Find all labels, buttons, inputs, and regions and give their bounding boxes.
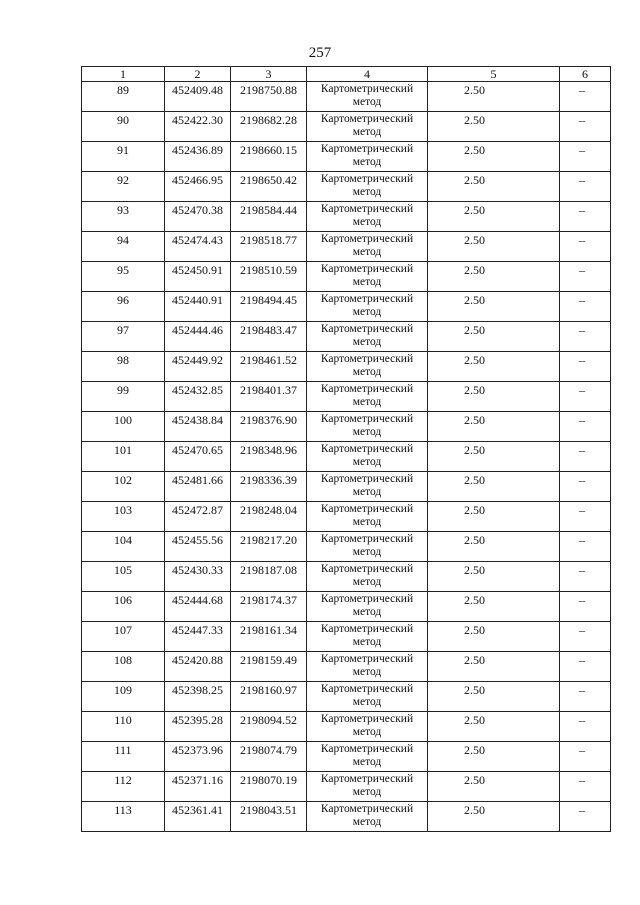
- x-coordinate-cell: 452432.85: [165, 382, 231, 412]
- column-header-3: 3: [231, 67, 307, 82]
- method-cell: [307, 412, 428, 442]
- method-cell: [307, 502, 428, 532]
- method-line-1: Картометрический: [320, 173, 414, 185]
- method-line-1: Картометрический: [320, 653, 414, 665]
- x-coordinate-cell: 452470.38: [165, 202, 231, 232]
- note-cell: –: [560, 172, 611, 202]
- note-cell: –: [560, 82, 611, 112]
- method-cell: [307, 652, 428, 682]
- method-line-2: метод: [352, 456, 382, 468]
- accuracy-cell: 2.50: [428, 712, 560, 742]
- method-line-2: метод: [352, 276, 382, 288]
- accuracy-cell: 2.50: [428, 232, 560, 262]
- accuracy-cell: 2.50: [428, 322, 560, 352]
- method-line-2: метод: [352, 396, 382, 408]
- method-cell: [307, 742, 428, 772]
- y-coordinate-cell: 2198483.47: [231, 322, 307, 352]
- accuracy-cell: 2.50: [428, 472, 560, 502]
- y-coordinate-cell: 2198401.37: [231, 382, 307, 412]
- accuracy-cell: 2.50: [428, 202, 560, 232]
- method-line-1: Картометрический: [320, 353, 414, 365]
- method-cell: [307, 532, 428, 562]
- y-coordinate-cell: 2198074.79: [231, 742, 307, 772]
- coordinates-table: [81, 66, 611, 832]
- table-row: [82, 682, 611, 712]
- y-coordinate-cell: 2198159.49: [231, 652, 307, 682]
- x-coordinate-cell: 452450.91: [165, 262, 231, 292]
- y-coordinate-cell: 2198518.77: [231, 232, 307, 262]
- method-cell: [307, 352, 428, 382]
- table-row: [82, 142, 611, 172]
- method-line-1: Картометрический: [320, 773, 414, 785]
- point-number-cell: 98: [82, 352, 165, 382]
- point-number-cell: 89: [82, 82, 165, 112]
- table-row: [82, 502, 611, 532]
- point-number-cell: 93: [82, 202, 165, 232]
- point-number-cell: 107: [82, 622, 165, 652]
- x-coordinate-cell: 452422.30: [165, 112, 231, 142]
- y-coordinate-cell: 2198682.28: [231, 112, 307, 142]
- method-line-1: Картометрический: [320, 383, 414, 395]
- y-coordinate-cell: 2198376.90: [231, 412, 307, 442]
- point-number-cell: 113: [82, 802, 165, 832]
- method-line-2: метод: [352, 426, 382, 438]
- column-header-1: 1: [82, 67, 165, 82]
- method-cell: [307, 592, 428, 622]
- accuracy-cell: 2.50: [428, 652, 560, 682]
- method-cell: [307, 442, 428, 472]
- accuracy-cell: 2.50: [428, 412, 560, 442]
- method-line-2: метод: [352, 306, 382, 318]
- point-number-cell: 92: [82, 172, 165, 202]
- point-number-cell: 94: [82, 232, 165, 262]
- note-cell: –: [560, 472, 611, 502]
- x-coordinate-cell: 452472.87: [165, 502, 231, 532]
- column-header-2: 2: [165, 67, 231, 82]
- x-coordinate-cell: 452466.95: [165, 172, 231, 202]
- column-header-5: 5: [428, 67, 560, 82]
- note-cell: –: [560, 412, 611, 442]
- note-cell: –: [560, 592, 611, 622]
- y-coordinate-cell: 2198217.20: [231, 532, 307, 562]
- method-line-1: Картометрический: [320, 623, 414, 635]
- point-number-cell: 104: [82, 532, 165, 562]
- table-row: [82, 262, 611, 292]
- method-line-1: Картометрический: [320, 563, 414, 575]
- x-coordinate-cell: 452444.68: [165, 592, 231, 622]
- note-cell: –: [560, 622, 611, 652]
- note-cell: –: [560, 442, 611, 472]
- note-cell: –: [560, 322, 611, 352]
- x-coordinate-cell: 452361.41: [165, 802, 231, 832]
- table-row: [82, 742, 611, 772]
- accuracy-cell: 2.50: [428, 682, 560, 712]
- note-cell: –: [560, 802, 611, 832]
- table-row: [82, 112, 611, 142]
- method-line-2: метод: [352, 156, 382, 168]
- y-coordinate-cell: 2198660.15: [231, 142, 307, 172]
- x-coordinate-cell: 452470.65: [165, 442, 231, 472]
- accuracy-cell: 2.50: [428, 292, 560, 322]
- x-coordinate-cell: 452371.16: [165, 772, 231, 802]
- method-line-1: Картометрический: [320, 713, 414, 725]
- method-line-2: метод: [352, 726, 382, 738]
- point-number-cell: 106: [82, 592, 165, 622]
- y-coordinate-cell: 2198494.45: [231, 292, 307, 322]
- method-cell: [307, 112, 428, 142]
- method-cell: [307, 682, 428, 712]
- point-number-cell: 95: [82, 262, 165, 292]
- point-number-cell: 96: [82, 292, 165, 322]
- method-line-2: метод: [352, 186, 382, 198]
- y-coordinate-cell: 2198043.51: [231, 802, 307, 832]
- method-line-2: метод: [352, 366, 382, 378]
- y-coordinate-cell: 2198461.52: [231, 352, 307, 382]
- x-coordinate-cell: 452409.48: [165, 82, 231, 112]
- y-coordinate-cell: 2198584.44: [231, 202, 307, 232]
- accuracy-cell: 2.50: [428, 592, 560, 622]
- accuracy-cell: 2.50: [428, 352, 560, 382]
- header-row: [82, 67, 611, 82]
- table-row: [82, 622, 611, 652]
- y-coordinate-cell: 2198248.04: [231, 502, 307, 532]
- method-line-1: Картометрический: [320, 803, 414, 815]
- method-cell: [307, 322, 428, 352]
- point-number-cell: 90: [82, 112, 165, 142]
- note-cell: –: [560, 502, 611, 532]
- accuracy-cell: 2.50: [428, 562, 560, 592]
- accuracy-cell: 2.50: [428, 172, 560, 202]
- note-cell: –: [560, 262, 611, 292]
- table-row: [82, 712, 611, 742]
- method-cell: [307, 142, 428, 172]
- method-cell: [307, 202, 428, 232]
- table-row: [82, 772, 611, 802]
- method-line-1: Картометрический: [320, 323, 414, 335]
- table-row: [82, 532, 611, 562]
- table-row: [82, 202, 611, 232]
- accuracy-cell: 2.50: [428, 82, 560, 112]
- y-coordinate-cell: 2198070.19: [231, 772, 307, 802]
- accuracy-cell: 2.50: [428, 742, 560, 772]
- point-number-cell: 100: [82, 412, 165, 442]
- x-coordinate-cell: 452430.33: [165, 562, 231, 592]
- method-line-2: метод: [352, 786, 382, 798]
- accuracy-cell: 2.50: [428, 802, 560, 832]
- method-line-1: Картометрический: [320, 143, 414, 155]
- method-line-2: метод: [352, 336, 382, 348]
- point-number-cell: 109: [82, 682, 165, 712]
- accuracy-cell: 2.50: [428, 502, 560, 532]
- method-line-2: метод: [352, 96, 382, 108]
- method-line-1: Картометрический: [320, 743, 414, 755]
- table-body: [82, 82, 611, 832]
- method-cell: [307, 82, 428, 112]
- column-header-4: 4: [307, 67, 428, 82]
- table-row: [82, 442, 611, 472]
- table-row: [82, 82, 611, 112]
- accuracy-cell: 2.50: [428, 532, 560, 562]
- method-line-2: метод: [352, 546, 382, 558]
- note-cell: –: [560, 112, 611, 142]
- y-coordinate-cell: 2198187.08: [231, 562, 307, 592]
- accuracy-cell: 2.50: [428, 442, 560, 472]
- accuracy-cell: 2.50: [428, 622, 560, 652]
- point-number-cell: 103: [82, 502, 165, 532]
- x-coordinate-cell: 452395.28: [165, 712, 231, 742]
- point-number-cell: 110: [82, 712, 165, 742]
- method-cell: [307, 802, 428, 832]
- method-cell: [307, 712, 428, 742]
- y-coordinate-cell: 2198160.97: [231, 682, 307, 712]
- method-line-2: метод: [352, 606, 382, 618]
- method-line-1: Картометрический: [320, 233, 414, 245]
- y-coordinate-cell: 2198336.39: [231, 472, 307, 502]
- x-coordinate-cell: 452440.91: [165, 292, 231, 322]
- y-coordinate-cell: 2198094.52: [231, 712, 307, 742]
- table-row: [82, 292, 611, 322]
- method-line-2: метод: [352, 246, 382, 258]
- method-line-1: Картометрический: [320, 293, 414, 305]
- table-row: [82, 412, 611, 442]
- x-coordinate-cell: 452436.89: [165, 142, 231, 172]
- table-row: [82, 382, 611, 412]
- method-cell: [307, 472, 428, 502]
- method-cell: [307, 382, 428, 412]
- method-line-2: метод: [352, 636, 382, 648]
- table-row: [82, 352, 611, 382]
- point-number-cell: 112: [82, 772, 165, 802]
- note-cell: –: [560, 742, 611, 772]
- x-coordinate-cell: 452438.84: [165, 412, 231, 442]
- method-line-2: метод: [352, 216, 382, 228]
- table-row: [82, 652, 611, 682]
- point-number-cell: 111: [82, 742, 165, 772]
- note-cell: –: [560, 292, 611, 322]
- method-line-2: метод: [352, 696, 382, 708]
- x-coordinate-cell: 452481.66: [165, 472, 231, 502]
- x-coordinate-cell: 452444.46: [165, 322, 231, 352]
- method-line-1: Картометрический: [320, 533, 414, 545]
- method-cell: [307, 172, 428, 202]
- note-cell: –: [560, 562, 611, 592]
- method-line-1: Картометрический: [320, 83, 414, 95]
- y-coordinate-cell: 2198348.96: [231, 442, 307, 472]
- note-cell: –: [560, 712, 611, 742]
- y-coordinate-cell: 2198750.88: [231, 82, 307, 112]
- y-coordinate-cell: 2198161.34: [231, 622, 307, 652]
- method-line-1: Картометрический: [320, 593, 414, 605]
- table-row: [82, 562, 611, 592]
- y-coordinate-cell: 2198174.37: [231, 592, 307, 622]
- method-line-2: метод: [352, 666, 382, 678]
- page-number: 257: [308, 45, 332, 61]
- x-coordinate-cell: 452420.88: [165, 652, 231, 682]
- y-coordinate-cell: 2198510.59: [231, 262, 307, 292]
- table-row: [82, 172, 611, 202]
- note-cell: –: [560, 532, 611, 562]
- note-cell: –: [560, 232, 611, 262]
- point-number-cell: 105: [82, 562, 165, 592]
- method-cell: [307, 262, 428, 292]
- x-coordinate-cell: 452449.92: [165, 352, 231, 382]
- x-coordinate-cell: 452474.43: [165, 232, 231, 262]
- method-line-1: Картометрический: [320, 263, 414, 275]
- accuracy-cell: 2.50: [428, 112, 560, 142]
- method-cell: [307, 292, 428, 322]
- table-row: [82, 472, 611, 502]
- note-cell: –: [560, 382, 611, 412]
- point-number-cell: 102: [82, 472, 165, 502]
- method-cell: [307, 772, 428, 802]
- method-cell: [307, 562, 428, 592]
- x-coordinate-cell: 452455.56: [165, 532, 231, 562]
- point-number-cell: 97: [82, 322, 165, 352]
- method-line-2: метод: [352, 576, 382, 588]
- point-number-cell: 99: [82, 382, 165, 412]
- table-row: [82, 802, 611, 832]
- method-line-1: Картометрический: [320, 413, 414, 425]
- method-cell: [307, 622, 428, 652]
- point-number-cell: 91: [82, 142, 165, 172]
- column-header-6: 6: [560, 67, 611, 82]
- x-coordinate-cell: 452398.25: [165, 682, 231, 712]
- method-line-1: Картометрический: [320, 113, 414, 125]
- table-row: [82, 592, 611, 622]
- method-line-2: метод: [352, 756, 382, 768]
- method-cell: [307, 232, 428, 262]
- method-line-1: Картометрический: [320, 503, 414, 515]
- point-number-cell: 108: [82, 652, 165, 682]
- method-line-2: метод: [352, 126, 382, 138]
- note-cell: –: [560, 352, 611, 382]
- accuracy-cell: 2.50: [428, 142, 560, 172]
- note-cell: –: [560, 682, 611, 712]
- x-coordinate-cell: 452373.96: [165, 742, 231, 772]
- note-cell: –: [560, 202, 611, 232]
- accuracy-cell: 2.50: [428, 772, 560, 802]
- method-line-1: Картометрический: [320, 473, 414, 485]
- table-row: [82, 322, 611, 352]
- table-row: [82, 232, 611, 262]
- method-line-1: Картометрический: [320, 203, 414, 215]
- point-number-cell: 101: [82, 442, 165, 472]
- note-cell: –: [560, 142, 611, 172]
- accuracy-cell: 2.50: [428, 382, 560, 412]
- accuracy-cell: 2.50: [428, 262, 560, 292]
- x-coordinate-cell: 452447.33: [165, 622, 231, 652]
- method-line-2: метод: [352, 816, 382, 828]
- note-cell: –: [560, 772, 611, 802]
- y-coordinate-cell: 2198650.42: [231, 172, 307, 202]
- method-line-1: Картометрический: [320, 683, 414, 695]
- method-line-2: метод: [352, 516, 382, 528]
- method-line-1: Картометрический: [320, 443, 414, 455]
- note-cell: –: [560, 652, 611, 682]
- method-line-2: метод: [352, 486, 382, 498]
